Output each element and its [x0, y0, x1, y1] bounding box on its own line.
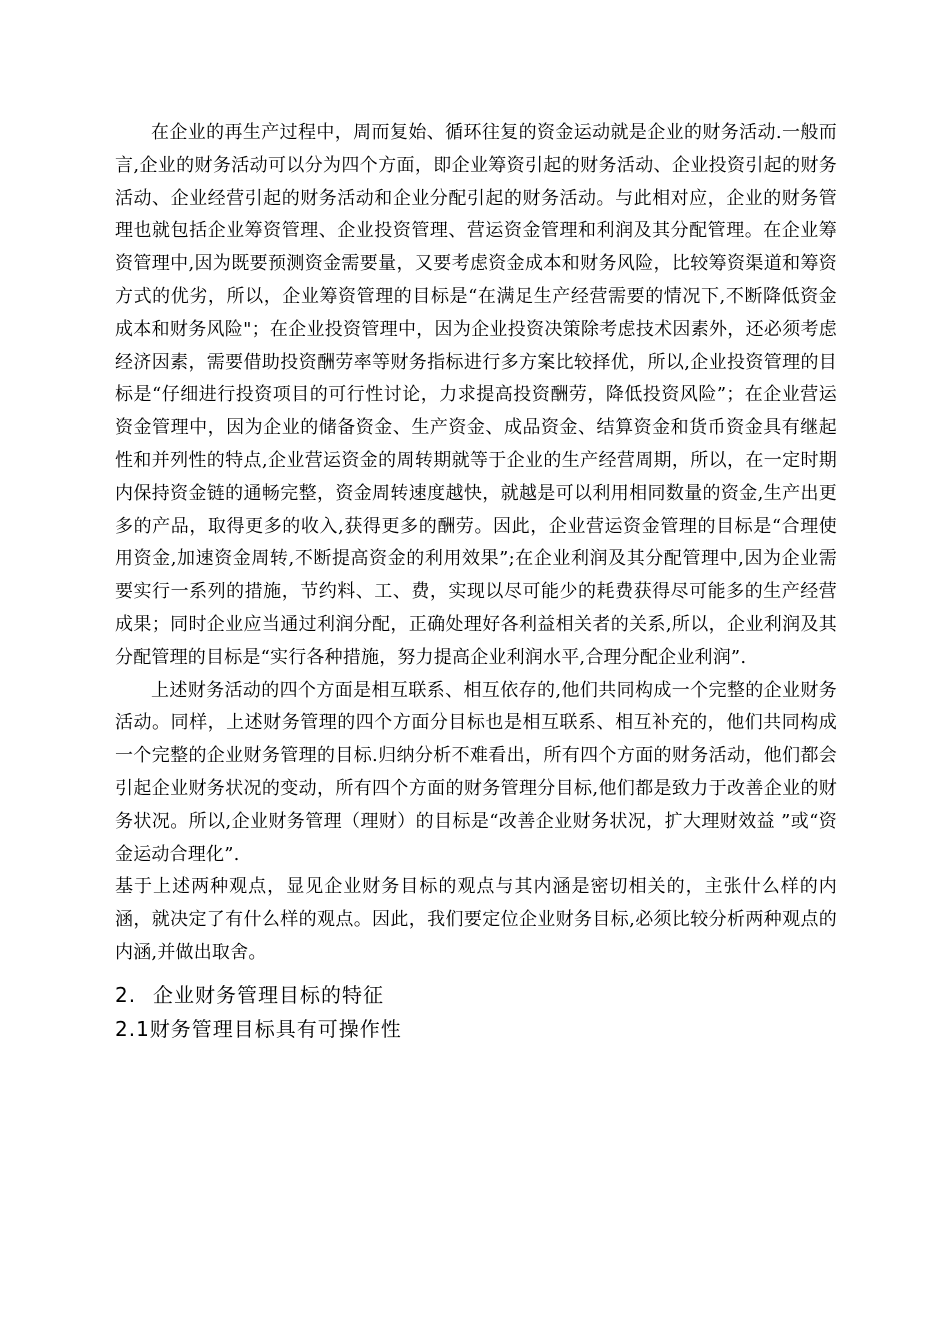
- section-title: 企业财务管理目标的特征: [153, 982, 384, 1007]
- section-number: 2.: [115, 982, 137, 1007]
- paragraph-four-aspects: 上述财务活动的四个方面是相互联系、相互依存的,他们共同构成一个完整的企业财务活动。同样，上述财务管理的四个方面分目标也是相互联系、相互补充的，他们共同构成一个完整的企业财务管理的目标.归纳分析不难看出，所有四个方面的财务活动，他们都会引起企业财务状况的变动，所有四个方面的财务管理分目标,他们都是致力于改善企业的财务状况。所以,企业财务管理（理财）的目标是“改善企业财务状况，扩大理财效益 ”或“资金运动合理化”.: [115, 679, 837, 865]
- paragraph-financial-activities: 在企业的再生产过程中，周而复始、循环往复的资金运动就是企业的财务活动.一般而言,企业的财务活动可以分为四个方面，即企业筹资引起的财务活动、企业投资引起的财务活动、企业经营引起的财务活动和企业分配引起的财务活动。与此相对应，企业的财务管理也就包括企业筹资管理、企业投资管理、营运资金管理和利润及其分配管理。在企业筹资管理中,因为既要预测资金需要量，又要考虑资金成本和财务风险，比较筹资渠道和筹资方式的优劣，所以，企业筹资管理的目标是“在满足生产经营需要的情况下,不断降低资金成本和财务风险"；在企业投资管理中，因为企业投资决策除考虑技术因素外，还必须考虑经济因素，需要借助投资酬劳率等财务指标进行多方案比较择优，所以,企业投资管理的目标是“仔细进行投资项目的可行性讨论，力求提高投资酬劳，降低投资风险”；在企业营运资金管理中，因为企业的储备资金、生产资金、成品资金、结算资金和货币资金具有继起性和并列性的特点,企业营运资金的周转期就等于企业的生产经营周期，所以，在一定时期内保持资金链的通畅完整，资金周转速度越快，就越是可以利用相同数量的资金,生产出更多的产品，取得更多的收入,获得更多的酬劳。因此，企业营运资金管理的目标是“合理使用资金,加速资金周转,不断提高资金的利用效果”;在企业利润及其分配管理中,因为企业需要实行一系列的措施，节约料、工、费，实现以尽可能少的耗费获得尽可能多的生产经营成果；同时企业应当通过利润分配，正确处理好各利益相关者的关系,所以，企业利润及其分配管理的目标是“实行各种措施，努力提高企业利润水平,合理分配企业利润”.: [115, 122, 837, 668]
- paragraph-two-viewpoints: 基于上述两种观点，显见企业财务目标的观点与其内涵是密切相关的，主张什么样的内涵，就决定了有什么样的观点。因此，我们要定位企业财务目标,必须比较分析两种观点的内涵,并做出取舍。: [115, 876, 837, 963]
- subsection-heading: 2.1财务管理目标具有可操作性: [115, 1016, 402, 1041]
- document-body: [115, 117, 837, 1046]
- section-heading: [115, 978, 837, 1012]
